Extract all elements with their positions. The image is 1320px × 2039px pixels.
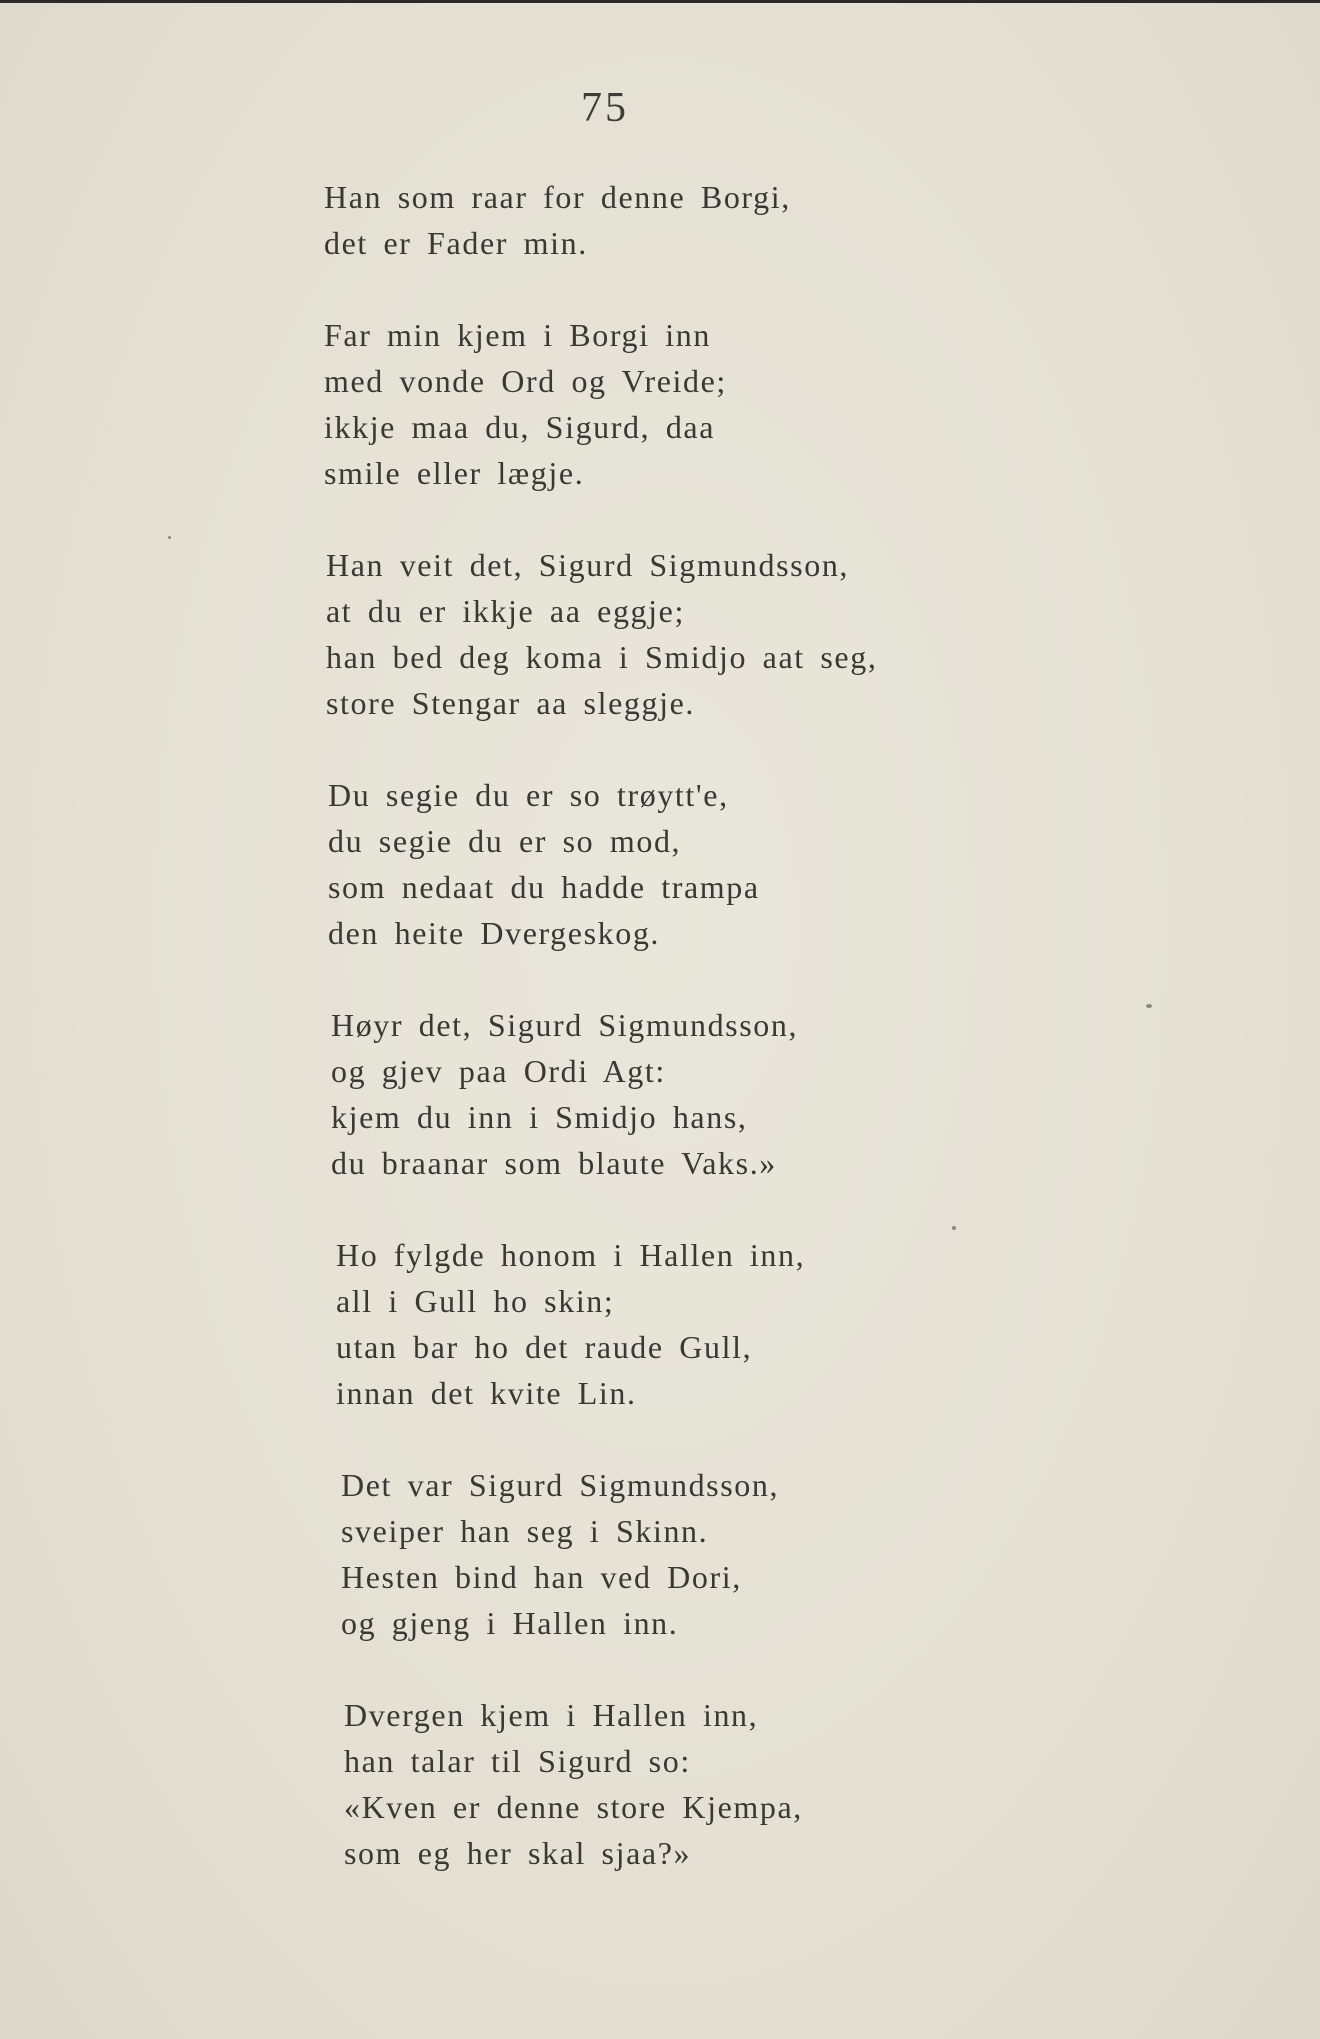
stanza-line: han bed deg koma i Smidjo aat seg, <box>326 639 878 675</box>
stanza-6 <box>336 1232 1082 1416</box>
stanza-line: kjem du inn i Smidjo hans, <box>331 1099 748 1135</box>
stanza-3 <box>326 542 1082 726</box>
stanza-line: ikkje maa du, Sigurd, daa <box>324 409 716 445</box>
stanza-line: du braanar som blaute Vaks.» <box>331 1145 777 1181</box>
stanza-1 <box>324 174 1082 266</box>
stanza-line: som eg her skal sjaa?» <box>344 1835 692 1871</box>
stanza-line: med vonde Ord og Vreide; <box>324 363 727 399</box>
stanza-line: det er Fader min. <box>324 225 588 261</box>
paper-speck <box>1146 1004 1152 1008</box>
stanza-line: Det var Sigurd Sigmundsson, <box>341 1467 780 1503</box>
stanza-8 <box>344 1692 1082 1876</box>
stanza-line: «Kven er denne store Kjempa, <box>344 1789 803 1825</box>
stanza-4 <box>328 772 1082 956</box>
stanza-line: Han som raar for denne Borgi, <box>324 179 791 215</box>
stanza-line: Høyr det, Sigurd Sigmundsson, <box>331 1007 799 1043</box>
poem-text <box>322 174 1082 1922</box>
stanza-line: sveiper han seg i Skinn. <box>341 1513 709 1549</box>
stanza-line: Hesten bind han ved Dori, <box>341 1559 742 1595</box>
stanza-line: innan det kvite Lin. <box>336 1375 637 1411</box>
page-top-edge <box>0 0 1320 3</box>
stanza-7 <box>341 1462 1082 1646</box>
paper-speck <box>952 1226 956 1230</box>
stanza-line: Far min kjem i Borgi inn <box>324 317 711 353</box>
stanza-line: utan bar ho det raude Gull, <box>336 1329 753 1365</box>
stanza-line: den heite Dvergeskog. <box>328 915 661 951</box>
stanza-line: store Stengar aa sleggje. <box>326 685 695 721</box>
stanza-line: Du segie du er so trøytt'e, <box>328 777 729 813</box>
stanza-2 <box>324 312 1082 496</box>
stanza-line: Han veit det, Sigurd Sigmundsson, <box>326 547 850 583</box>
stanza-line: som nedaat du hadde trampa <box>328 869 760 905</box>
stanza-line: smile eller lægje. <box>324 455 585 491</box>
stanza-line: han talar til Sigurd so: <box>344 1743 691 1779</box>
paper-speck <box>168 536 171 539</box>
stanza-line: Dvergen kjem i Hallen inn, <box>344 1697 759 1733</box>
stanza-line: og gjev paa Ordi Agt: <box>331 1053 666 1089</box>
stanza-5 <box>331 1002 1082 1186</box>
page-number: 75 <box>581 85 629 131</box>
stanza-line: du segie du er so mod, <box>328 823 682 859</box>
stanza-line: Ho fylgde honom i Hallen inn, <box>336 1237 806 1273</box>
stanza-line: at du er ikkje aa eggje; <box>326 593 685 629</box>
stanza-line: og gjeng i Hallen inn. <box>341 1605 679 1641</box>
stanza-line: all i Gull ho skin; <box>336 1283 615 1319</box>
